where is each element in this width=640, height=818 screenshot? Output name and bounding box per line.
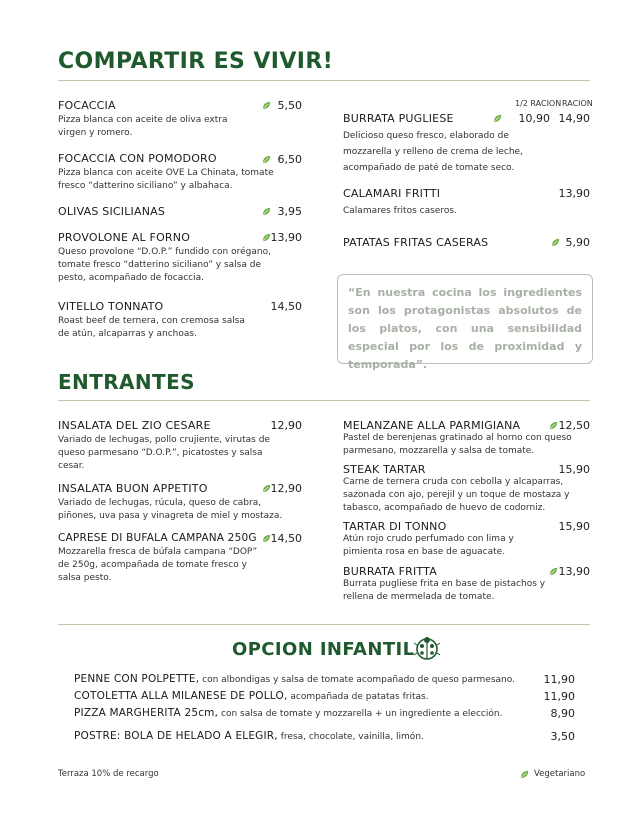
item-name: PATATAS FRITAS CASERAS (343, 236, 489, 249)
menu-item-focaccia (58, 99, 248, 140)
item-desc: Carne de ternera cruda con cebolla y alcaparras, sazonada con ajo, perejil y un toque de mostaza y tabasco, acompañado de huevo de codorniz. (343, 477, 570, 513)
item-name: POSTRE: BOLA DE HELADO A ELEGIR, (74, 730, 278, 742)
item-desc: Pastel de berenjenas gratinado al horno con queso parmesano, mozzarella y salsa de tomate. (343, 433, 572, 456)
menu-item-calamari (343, 187, 543, 218)
item-desc: Variado de lechugas, rúcula, queso de cabra, piñones, uva pasa y vinagreta de miel y mostaza. (58, 498, 283, 521)
item-price-half: 10,90 (518, 112, 550, 125)
item-price: 13,90 (558, 565, 590, 578)
item-desc: con salsa de tomate y mozzarella + un ingrediente a elección. (218, 709, 503, 719)
item-desc: Queso provolone “D.O.P.” fundido con orégano, tomate fresco “datterino siciliano” y salsa de pesto, acompañado de focaccia. (58, 247, 271, 283)
menu-item-olivas (58, 205, 258, 218)
item-name: CAPRESE DI BUFALA CAMPANA 250G (58, 532, 257, 544)
item-name: BURRATA PUGLIESE (343, 112, 454, 125)
divider (58, 80, 590, 81)
half-portion-header: 1/2 RACION (515, 99, 562, 108)
item-name: BURRATA FRITTA (343, 565, 437, 578)
kids-item-penne (74, 673, 515, 685)
item-name: PIZZA MARGHERITA 25cm, (74, 707, 219, 719)
item-desc: Pizza blanca con aceite de oliva extra virgen y romero. (58, 115, 228, 138)
menu-item-burrata-fritta (343, 565, 563, 604)
item-desc: Burrata pugliese frita en base de pistachos y rellena de mermelada de tomate. (343, 579, 546, 602)
item-price: 11,90 (543, 690, 575, 703)
item-price: 3,50 (550, 730, 575, 743)
item-name: STEAK TARTAR (343, 463, 426, 476)
item-price: 15,90 (558, 463, 590, 476)
item-name: INSALATA DEL ZIO CESARE (58, 419, 211, 432)
kids-item-pizza (74, 707, 502, 719)
item-price: 13,90 (270, 231, 302, 244)
item-price: 5,90 (565, 236, 590, 249)
item-price: 13,90 (558, 187, 590, 200)
item-name: OLIVAS SICILIANAS (58, 205, 166, 218)
kids-item-cotoletta (74, 690, 429, 702)
menu-item-zio-cesare (58, 419, 273, 473)
item-desc: Calamares fritos caseros. (343, 206, 457, 216)
item-price: 15,90 (558, 520, 590, 533)
vegetarian-leaf-icon (520, 770, 529, 779)
item-desc: Variado de lechugas, pollo crujiente, virutas de queso parmesano “D.O.P.”, picatostes y salsa cesar. (58, 435, 270, 471)
section-title-infantil: OPCION INFANTIL (232, 639, 415, 660)
item-desc: Delicioso queso fresco, elaborado de mozzarella y relleno de crema de leche, acompañado de paté de tomate seco. (343, 131, 523, 173)
footer-vegetarian-legend: Vegetariano (534, 769, 586, 779)
item-desc: Pizza blanca con aceite OVE La Chinata, tomate fresco “datterino siciliano” y albahaca. (58, 168, 274, 191)
item-name: COTOLETTA ALLA MILANESE DE POLLO, (74, 690, 288, 702)
item-price: 3,95 (277, 205, 302, 218)
item-desc: fresa, chocolate, vainilla, limón. (277, 732, 424, 742)
philosophy-quote: “En nuestra cocina los ingredientes son los protagonistas absolutos de los platos, con una sensibilidad especial por los de proximidad y temporada”. (337, 274, 593, 364)
item-desc: con albondigas y salsa de tomate acompañado de queso parmesano. (199, 675, 515, 685)
item-price: 5,50 (277, 99, 302, 112)
section-title-entrantes: ENTRANTES (58, 370, 195, 394)
item-name: CALAMARI FRITTI (343, 187, 441, 200)
vegetarian-leaf-icon (493, 114, 502, 123)
item-name: INSALATA BUON APPETITO (58, 482, 208, 495)
item-desc: acompañada de patatas fritas. (287, 692, 429, 702)
kids-item-postre (74, 730, 424, 742)
menu-item-burrata-pugliese (343, 112, 533, 176)
menu-item-provolone (58, 231, 280, 285)
menu-item-caprese (58, 532, 263, 585)
item-price: 14,50 (270, 532, 302, 545)
item-name: TARTAR DI TONNO (343, 520, 447, 533)
item-price: 12,90 (270, 419, 302, 432)
menu-item-tartar-tonno (343, 520, 548, 559)
menu-item-buon-appetito (58, 482, 288, 523)
item-name: FOCACCIA (58, 99, 116, 112)
item-desc: Roast beef de ternera, con cremosa salsa de atún, alcaparras y anchoas. (58, 316, 245, 339)
item-price: 12,90 (270, 482, 302, 495)
item-name: PENNE CON POLPETTE, (74, 673, 200, 685)
item-price: 11,90 (543, 673, 575, 686)
menu-item-vitello (58, 300, 258, 341)
item-price: 14,50 (270, 300, 302, 313)
item-name: MELANZANE ALLA PARMIGIANA (343, 419, 521, 432)
section-title-compartir: COMPARTIR ES VIVIR! (58, 49, 334, 74)
item-price: 8,90 (550, 707, 575, 720)
item-price: 6,50 (277, 153, 302, 166)
item-desc: Atún rojo crudo perfumado con lima y pimienta rosa en base de aguacate. (343, 534, 514, 557)
footer-terrace-note: Terraza 10% de recargo (58, 769, 159, 779)
divider (58, 624, 590, 625)
ladybug-icon (414, 635, 440, 661)
item-name: VITELLO TONNATO (58, 300, 164, 313)
item-price: 12,50 (558, 419, 590, 432)
item-desc: Mozzarella fresca de búfala campana “DOP” de 250g, acompañada de tomate fresco y salsa pesto. (58, 547, 258, 583)
divider (58, 400, 590, 401)
full-portion-header: RACION (562, 99, 593, 108)
item-price: 14,90 (558, 112, 590, 125)
menu-item-patatas (343, 236, 543, 249)
item-name: FOCACCIA CON POMODORO (58, 152, 217, 165)
item-name: PROVOLONE AL FORNO (58, 231, 191, 244)
